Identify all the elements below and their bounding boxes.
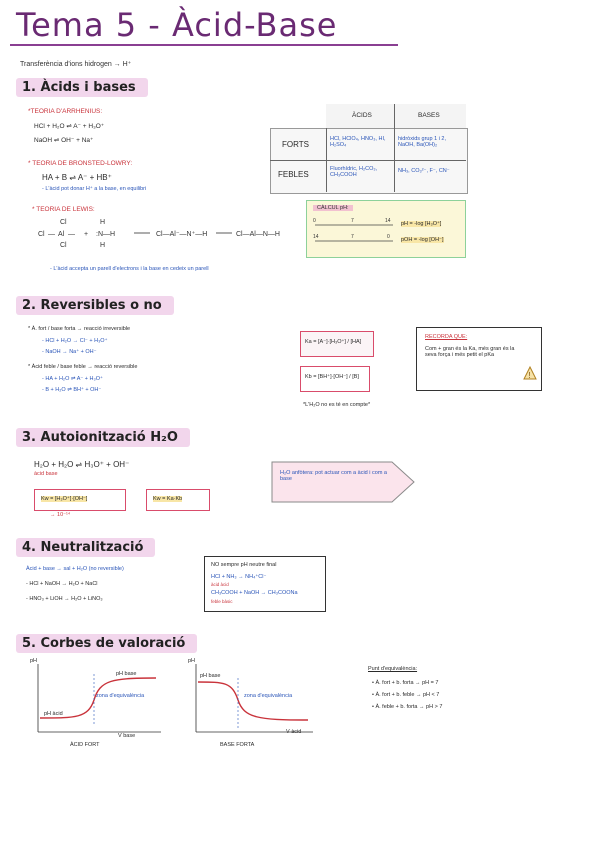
arrhenius-eq1: HCl + H₂O ⇌ A⁻ + H₃O⁺ <box>34 123 105 130</box>
lewis-label: * TEORIA DE LEWIS: <box>32 206 95 213</box>
neutral-box-eq2-sub: feble bàsic <box>211 599 233 604</box>
svg-text::N—H: :N—H <box>96 231 116 238</box>
section-4-heading: 4. Neutralització <box>16 538 155 557</box>
autoionization-eq-sub: àcid base <box>34 471 58 477</box>
svg-text:—: — <box>68 231 75 238</box>
neutralization-def: Àcid + base → sal + H₂O (no reversible) <box>26 566 124 572</box>
graph2-mid-label: zona d'equivalència <box>244 693 293 699</box>
acids-bases-table <box>270 104 466 192</box>
section-3-heading: 3. Autoionització H₂O <box>16 428 190 447</box>
bronsted-note: - L'àcid pot donar H⁺ a la base, en equilibri <box>42 186 147 192</box>
svg-text:H: H <box>100 242 106 249</box>
svg-text:Cl: Cl <box>38 231 45 238</box>
neutral-ph-box <box>204 556 326 612</box>
warning-icon <box>523 366 537 380</box>
reminder-text: Com + gran és la Ka, més gran és la seva força i més petit el pKa <box>425 346 515 358</box>
graph2-top-label: pH base <box>200 673 221 679</box>
section-1-heading: 1. Àcids i bases <box>16 78 148 97</box>
calc-ph: pH = -log [H₃O⁺] <box>401 221 442 227</box>
kw-note: → 10⁻¹⁴ <box>50 512 71 518</box>
svg-text:H: H <box>100 219 106 226</box>
arrhenius-label: *TEORIA D'ARRHENIUS: <box>28 108 103 115</box>
kb-formula: Kb = [BH⁺]·[OH⁻] / [B] <box>305 374 359 380</box>
graph1-bottom-label: pH àcid <box>44 711 63 717</box>
equivalence-point-1: • À. fort + b. forta → pH = 7 <box>372 680 439 686</box>
neutralization-eq1: - HCl + NaOH → H₂O + NaCl <box>26 581 98 587</box>
reminder-title: RECORDA QUE: <box>425 334 468 340</box>
s2-line1b: - NaOH → Na⁺ + OH⁻ <box>42 349 97 355</box>
page-title: Tema 5 - Àcid-Base <box>16 6 338 44</box>
amphoteric-text: H₂O anfòtera: pot actuar com a àcid i com a base <box>280 470 387 482</box>
kb-box <box>300 366 370 392</box>
s2-line2b: - B + H₂O ⇌ BH⁺ + OH⁻ <box>42 387 102 393</box>
equivalence-point-3: • À. feble + b. forta → pH > 7 <box>372 704 443 710</box>
s2-line2a: - HA + H₂O ⇌ A⁻ + H₃O⁺ <box>42 376 103 382</box>
forts-acids-cell: HCl, HClO₄, HNO₃, HI, H₂SO₄ <box>330 136 386 148</box>
lewis-note: - L'àcid accepta un parell d'electrons i la base en cedeix un parell <box>50 266 209 272</box>
neutral-box-title: NO sempre pH neutre final <box>211 562 277 568</box>
bronsted-eq: HA + B ⇌ A⁻ + HB⁺ <box>42 173 112 182</box>
svg-text:!: ! <box>528 371 531 380</box>
forts-bases-cell: hidròxids grup 1 i 2, NaOH, Ba(OH)₂ <box>398 136 446 148</box>
svg-text:14: 14 <box>385 218 391 224</box>
svg-text:0: 0 <box>313 218 316 224</box>
ka-note: *L'H₂O no es té en compte* <box>303 402 371 408</box>
s2-line1a: - HCl + H₂O → Cl⁻ + H₃O⁺ <box>42 338 108 344</box>
febles-acids-cell: Fluorhídric, H₂CO₃, CH₃COOH <box>330 166 378 178</box>
reminder-box <box>416 327 542 391</box>
kw-formula: Kw = [H₃O⁺]·[OH⁻] <box>41 496 88 502</box>
kw-box <box>34 489 126 511</box>
neutral-box-eq2: CH₃COOH + NaOH → CH₃COONa <box>211 590 298 596</box>
col-acids-header: ÀCIDS <box>352 112 372 119</box>
ph-scale-drawing <box>313 215 395 251</box>
svg-text:7: 7 <box>351 234 354 240</box>
arrhenius-eq2: NaOH ⇌ OH⁻ + Na⁺ <box>34 137 94 144</box>
graph1-x-label: V base <box>118 733 136 739</box>
calc-poh: pOH = -log [OH⁻] <box>401 237 444 243</box>
svg-text:Al: Al <box>58 231 65 238</box>
kw2-formula: Kw = Ka·Kb <box>153 496 183 502</box>
row-febles-header: FEBLES <box>278 170 309 179</box>
titration-curve-strong-acid <box>26 660 166 740</box>
graph2-x-label: V àcid <box>286 729 302 735</box>
svg-text:+: + <box>84 231 89 238</box>
row-forts-header: FORTS <box>282 140 309 149</box>
ka-box <box>300 331 374 357</box>
graph1-mid-label: zona d'equivalència <box>96 693 145 699</box>
lewis-structures-drawing <box>34 214 280 250</box>
svg-text:0: 0 <box>387 234 390 240</box>
graph1-title: ÀCID FORT <box>70 742 100 748</box>
s2-line1: * À. fort / base forta → reacció irreversible <box>28 326 131 332</box>
svg-text:Cl: Cl <box>60 219 67 226</box>
title-underline <box>10 44 398 46</box>
svg-text:—: — <box>48 231 55 238</box>
ka-formula: Ka = [A⁻]·[H₃O⁺] / [HA] <box>305 339 362 345</box>
s2-line2: * Àcid feble / base feble → reacció reversible <box>28 364 138 370</box>
bronsted-label: * TEORIA DE BRONSTED-LOWRY: <box>28 160 133 167</box>
neutral-box-eq1-sub: àcid àcid <box>211 582 229 587</box>
svg-text:Cl: Cl <box>60 242 67 249</box>
section-5-heading: 5. Corbes de valoració <box>16 634 197 653</box>
febles-bases-cell: NH₃, CO₃²⁻, F⁻, CN⁻ <box>398 168 450 174</box>
svg-text:7: 7 <box>351 218 354 224</box>
neutral-box-eq1: HCl + NH₃ → NH₄⁺Cl⁻ <box>211 574 267 580</box>
subtitle: Transferència d'ions hidrogen → H⁺ <box>20 61 132 68</box>
svg-text:Cl—Al⁻—N⁺—H: Cl—Al⁻—N⁺—H <box>156 231 208 238</box>
graph1-y-label: pH <box>30 658 38 664</box>
calc-title: CÀLCUL pH: <box>313 205 353 211</box>
ph-calc-box <box>306 200 466 258</box>
equivalence-point-2: • À. fort + b. feble → pH < 7 <box>372 692 440 698</box>
section-2-heading: 2. Reversibles o no <box>16 296 174 315</box>
svg-text:14: 14 <box>313 234 319 240</box>
neutralization-eq2: - HNO₃ + LiOH → H₂O + LiNO₃ <box>26 596 103 602</box>
svg-text:Cl—Al—N—H: Cl—Al—N—H <box>236 231 280 238</box>
amphoteric-arrow <box>272 460 416 504</box>
col-bases-header: BASES <box>418 112 440 119</box>
graph2-title: BASE FORTA <box>220 742 255 748</box>
graph2-y-label: pH <box>188 658 196 664</box>
graph1-top-label: pH base <box>116 671 137 677</box>
equivalence-title: Punt d'equivalència: <box>368 666 418 672</box>
kw2-box <box>146 489 210 511</box>
autoionization-eq: H₂O + H₂O ⇌ H₃O⁺ + OH⁻ <box>34 460 130 469</box>
